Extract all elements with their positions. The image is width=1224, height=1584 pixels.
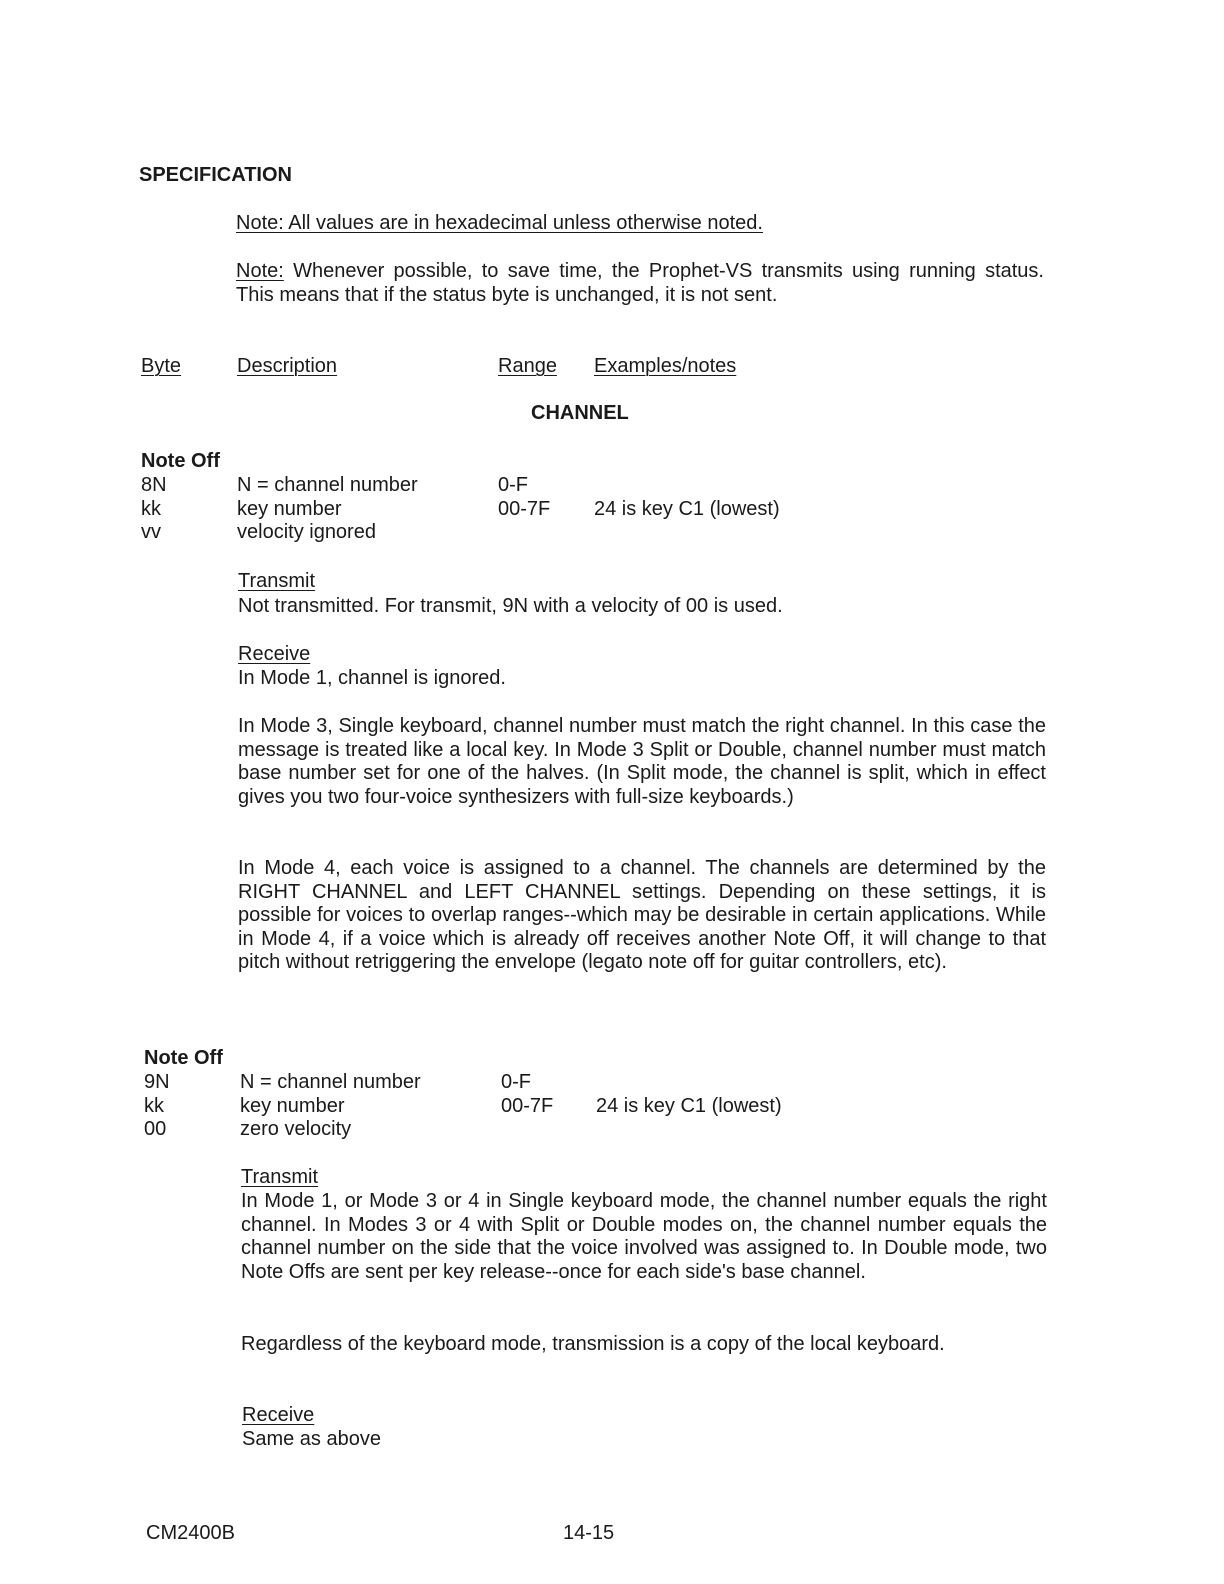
receive-label: Receive xyxy=(242,1404,315,1426)
receive-paragraph xyxy=(238,857,1046,975)
byte-cell: 9N xyxy=(144,1071,170,1093)
running-status-note xyxy=(236,260,1044,307)
range-cell: 0-F xyxy=(501,1071,531,1093)
document-id: CM2400B xyxy=(146,1522,235,1544)
receive-paragraph-text: In Mode 4, each voice is assigned to a channel. The channels are determined by the RIGHT CHANNEL and LEFT CHANNEL settings. Depending on these settings, it is possible for voices to overlap ranges--which may be desirable in certain applications. While in Mode 4, if a voice which is already off receives another Note Off, it will change to that pitch without retriggering the envelope (legato note off for guitar controllers, etc). xyxy=(238,857,1046,973)
byte-cell: 00 xyxy=(144,1118,167,1140)
desc-cell: zero velocity xyxy=(240,1118,352,1140)
desc-cell: key number xyxy=(237,498,342,520)
transmit-label: Transmit xyxy=(241,1166,319,1188)
page-title: SPECIFICATION xyxy=(139,164,292,186)
desc-cell: N = channel number xyxy=(240,1071,421,1093)
col-header-byte: Byte xyxy=(141,355,182,377)
receive-paragraph-text: In Mode 3, Single keyboard, channel number must match the right channel. In this case the message is treated like a local key. In Mode 3 Split or Double, channel number must match base number set for one of the halves. (In Split mode, the channel is split, which in effect gives you two four-voice synthesizers with full-size keyboards.) xyxy=(238,715,1046,808)
desc-cell: N = channel number xyxy=(237,474,418,496)
desc-cell: velocity ignored xyxy=(237,521,376,543)
section-title: CHANNEL xyxy=(531,402,629,424)
transmit-text: Regardless of the keyboard mode, transmission is a copy of the local keyboard. xyxy=(241,1333,945,1355)
receive-paragraph xyxy=(238,715,1046,809)
note-text: Whenever possible, to save time, the Prophet-VS transmits using running status. This means that if the status byte is unchanged, it is not sent. xyxy=(236,260,1044,306)
col-header-description: Description xyxy=(237,355,338,377)
hex-note: Note: All values are in hexadecimal unless otherwise noted. xyxy=(236,212,763,234)
page-number: 14-15 xyxy=(563,1522,615,1544)
receive-text: In Mode 1, channel is ignored. xyxy=(238,667,506,689)
transmit-paragraph xyxy=(241,1190,1047,1284)
range-cell: 00-7F xyxy=(498,498,551,520)
byte-cell: vv xyxy=(141,521,161,543)
byte-cell: 8N xyxy=(141,474,167,496)
transmit-label: Transmit xyxy=(238,570,316,592)
note-cell: 24 is key C1 (lowest) xyxy=(596,1095,782,1117)
transmit-text: In Mode 1, or Mode 3 or 4 in Single keyboard mode, the channel number equals the right channel. In Modes 3 or 4 with Split or Double modes on, the channel number equals the channel number on the side that the voice involved was assigned to. In Double mode, two Note Offs are sent per key release--once for each side's base channel. xyxy=(241,1190,1047,1283)
message-title: Note Off xyxy=(144,1047,223,1069)
message-title: Note Off xyxy=(141,450,220,472)
range-cell: 00-7F xyxy=(501,1095,554,1117)
receive-text: Same as above xyxy=(242,1428,381,1450)
desc-cell: key number xyxy=(240,1095,345,1117)
note-label: Note: xyxy=(236,260,284,282)
col-header-examples: Examples/notes xyxy=(594,355,737,377)
receive-label: Receive xyxy=(238,643,311,665)
range-cell: 0-F xyxy=(498,474,528,496)
byte-cell: kk xyxy=(144,1095,164,1117)
col-header-range: Range xyxy=(498,355,557,377)
byte-cell: kk xyxy=(141,498,161,520)
transmit-paragraph xyxy=(241,1333,1047,1357)
note-cell: 24 is key C1 (lowest) xyxy=(594,498,780,520)
transmit-text: Not transmitted. For transmit, 9N with a velocity of 00 is used. xyxy=(238,595,783,617)
